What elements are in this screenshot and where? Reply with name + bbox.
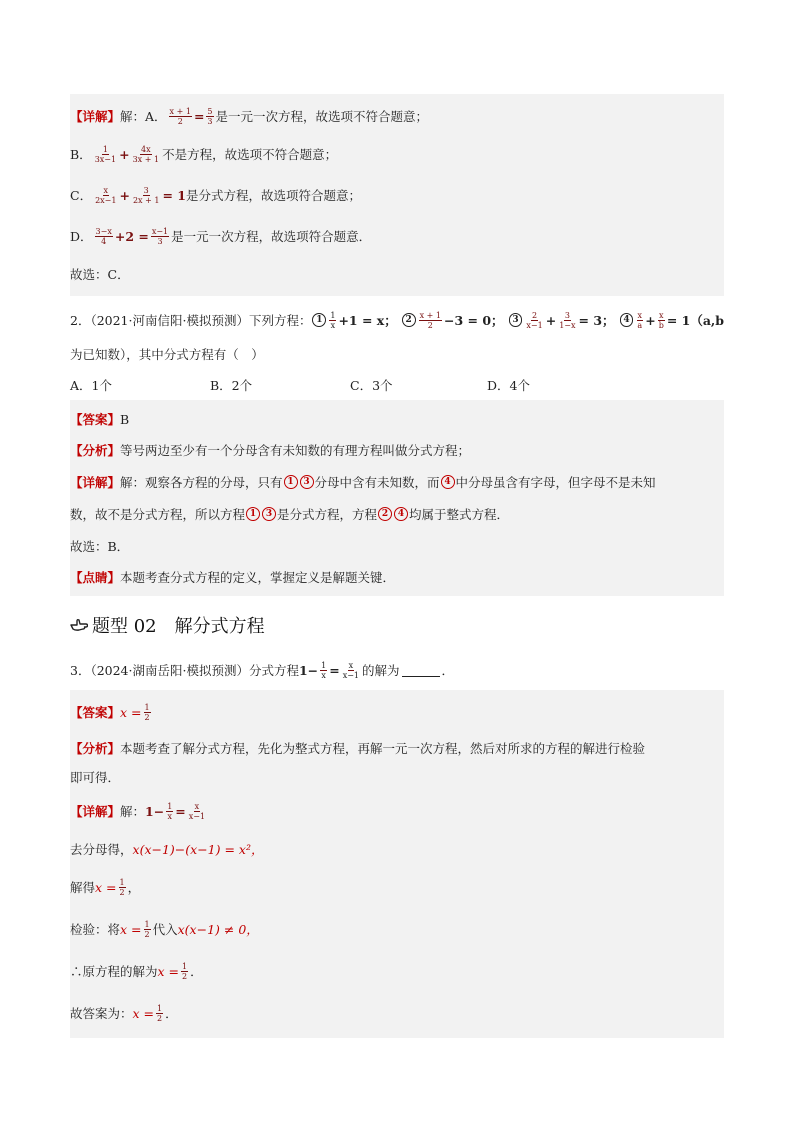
question-3-end: ． bbox=[441, 663, 455, 678]
detail-tag: 【详解】 bbox=[70, 804, 121, 819]
analysis-text: 本题考查了解分式方程，先化为整式方程，再解一元一次方程，然后对所求的方程的解进行检验 bbox=[120, 741, 646, 756]
fraction bbox=[144, 920, 151, 939]
step-expression: x = bbox=[95, 879, 117, 895]
detail-line-a bbox=[70, 98, 724, 134]
circled-number: 3 bbox=[300, 475, 314, 489]
fraction bbox=[419, 311, 442, 330]
step-expression: x(x−1) ≠ 0， bbox=[177, 922, 259, 937]
fraction bbox=[525, 311, 543, 330]
detail-text: 均属于整式方程． bbox=[409, 507, 510, 522]
denominator: a bbox=[637, 320, 643, 330]
plus-sign: + bbox=[119, 187, 130, 203]
question-2 bbox=[70, 296, 724, 400]
answer-line bbox=[70, 692, 724, 732]
option-a[interactable]: A．1个 bbox=[70, 378, 112, 393]
numerator: 1 bbox=[182, 961, 188, 971]
fraction bbox=[94, 186, 117, 205]
step-text: ， bbox=[127, 880, 141, 895]
numerator: 1 bbox=[144, 702, 150, 712]
point-text: 本题考查分式方程的定义，掌握定义是解题关键． bbox=[120, 570, 396, 585]
numerator: x + 1 bbox=[169, 106, 191, 116]
fraction bbox=[342, 661, 360, 680]
fraction bbox=[132, 145, 160, 164]
circled-number: 3 bbox=[509, 313, 523, 327]
denominator: 2 bbox=[157, 1013, 163, 1023]
analysis-tag: 【分析】 bbox=[70, 443, 121, 458]
detail-text: 分母中含有未知数，而 bbox=[314, 475, 440, 490]
step-expression: x(x−1)−(x−1) = x²， bbox=[132, 842, 264, 857]
solution-block-2 bbox=[70, 400, 724, 596]
fraction bbox=[151, 227, 169, 246]
circled-number: 4 bbox=[441, 475, 455, 489]
denominator: 3x−1 bbox=[94, 154, 117, 164]
step-2 bbox=[70, 866, 724, 908]
detail-text: 不是方程，故选项不符合题意； bbox=[162, 147, 338, 162]
fraction bbox=[132, 186, 160, 205]
denominator: x−1 bbox=[188, 811, 206, 821]
numerator: 4x bbox=[141, 144, 151, 154]
step-expression: x = bbox=[120, 921, 142, 937]
question-3-tail: 的解为 bbox=[362, 663, 400, 678]
fraction bbox=[636, 311, 643, 330]
fraction bbox=[320, 661, 327, 680]
fraction bbox=[144, 703, 151, 722]
equation-3-tail: = 3； bbox=[578, 313, 615, 328]
answer-value: B bbox=[120, 411, 130, 427]
answer-tag: 【答案】 bbox=[70, 705, 121, 720]
numerator: x−1 bbox=[151, 226, 169, 236]
numerator: 1 bbox=[330, 310, 336, 320]
section-heading bbox=[70, 596, 724, 650]
fraction bbox=[169, 107, 192, 126]
numerator: 3 bbox=[143, 185, 149, 195]
step-text: 代入 bbox=[152, 922, 178, 937]
detail-text: 是分式方程，故选项符合题意； bbox=[185, 188, 361, 203]
selection-line bbox=[70, 530, 724, 562]
equation-4-tail: = 1（a,b bbox=[666, 313, 725, 328]
equals-sign: = bbox=[329, 662, 340, 678]
pointing-hand-icon bbox=[70, 618, 88, 632]
denominator: 1−x bbox=[559, 320, 576, 330]
answer-lhs: x = bbox=[120, 704, 142, 720]
analysis-text: 即可得． bbox=[70, 770, 121, 785]
detail-text: 解：观察各方程的分母，只有 bbox=[120, 475, 283, 490]
expr-lhs: 1− bbox=[145, 803, 165, 819]
step-text: 检验：将 bbox=[70, 922, 121, 937]
denominator: 2 bbox=[119, 887, 125, 897]
option-a-label: 解：A． bbox=[120, 109, 167, 124]
step-text: 去分母得， bbox=[70, 842, 133, 857]
circled-number: 2 bbox=[378, 507, 392, 521]
denominator: 2 bbox=[144, 929, 150, 939]
detail-line-1 bbox=[70, 466, 724, 498]
question-2-options bbox=[70, 370, 724, 400]
circled-number: 3 bbox=[262, 507, 276, 521]
detail-text: 是一元一次方程，故选项不符合题意； bbox=[215, 109, 429, 124]
denominator: 2 bbox=[182, 971, 188, 981]
detail-line-2 bbox=[70, 498, 724, 530]
numerator: x bbox=[348, 660, 354, 670]
detail-tag: 【详解】 bbox=[70, 109, 121, 124]
denominator: 2 bbox=[144, 712, 150, 722]
plus-sign: + bbox=[545, 312, 557, 328]
numerator: 3−x bbox=[95, 226, 112, 236]
numerator: x bbox=[637, 310, 643, 320]
denominator: 4 bbox=[101, 236, 107, 246]
point-tag: 【点睛】 bbox=[70, 570, 121, 585]
step-5 bbox=[70, 992, 724, 1034]
denominator: 2x + 1 bbox=[132, 195, 160, 205]
solution-block-3 bbox=[70, 690, 724, 1038]
step-expression: x = bbox=[132, 1005, 155, 1021]
option-d[interactable]: D．4个 bbox=[487, 378, 530, 393]
fraction bbox=[166, 802, 173, 821]
plus-two-equals: +2 = bbox=[114, 228, 149, 244]
numerator: 1 bbox=[102, 144, 108, 154]
fraction bbox=[94, 145, 117, 164]
numerator: x bbox=[658, 310, 664, 320]
option-b-label: B． bbox=[70, 147, 92, 162]
fraction bbox=[658, 311, 665, 330]
detail-line-c bbox=[70, 174, 724, 216]
denominator: 2 bbox=[427, 320, 433, 330]
answer-tag: 【答案】 bbox=[70, 412, 121, 427]
step-text: 故答案为： bbox=[70, 1006, 133, 1021]
numerator: 2 bbox=[532, 310, 538, 320]
question-2-line-1 bbox=[70, 302, 724, 338]
fraction bbox=[558, 311, 576, 330]
question-2-stem: 2．（2021·河南信阳·模拟预测）下列方程： bbox=[70, 313, 312, 328]
denominator: x bbox=[167, 811, 172, 821]
denominator: 3 bbox=[207, 116, 213, 126]
equals-sign: = bbox=[175, 803, 186, 819]
selection-line bbox=[70, 256, 724, 292]
denominator: x−1 bbox=[342, 670, 360, 680]
selection-text: 故选：B． bbox=[70, 539, 130, 554]
numerator: x bbox=[103, 185, 109, 195]
analysis-tag: 【分析】 bbox=[70, 741, 121, 756]
fraction bbox=[206, 107, 213, 126]
fraction bbox=[329, 311, 336, 330]
expr-lhs: 1− bbox=[298, 662, 319, 678]
detail-text: 中分母虽含有字母，但字母不是未知 bbox=[455, 475, 656, 490]
detail-text: 是分式方程，方程 bbox=[277, 507, 378, 522]
circled-number: 4 bbox=[394, 507, 408, 521]
denominator: b bbox=[658, 320, 664, 330]
option-c[interactable]: C．3个 bbox=[350, 378, 393, 393]
equals-one: = 1 bbox=[162, 187, 186, 203]
denominator: x−1 bbox=[526, 320, 543, 330]
numerator: 1 bbox=[321, 660, 327, 670]
option-c-label: C． bbox=[70, 188, 93, 203]
step-4 bbox=[70, 950, 724, 992]
document-page bbox=[70, 94, 724, 1038]
detail-text: 数，故不是分式方程，所以方程 bbox=[70, 507, 246, 522]
answer-blank[interactable] bbox=[402, 664, 440, 677]
option-d-label: D． bbox=[70, 229, 93, 244]
fraction bbox=[95, 227, 113, 246]
section-title: 题型 02 解分式方程 bbox=[92, 616, 265, 637]
detail-tag: 【详解】 bbox=[70, 475, 121, 490]
step-expression: x = bbox=[157, 963, 180, 979]
answer-line bbox=[70, 404, 724, 434]
plus-sign: + bbox=[645, 312, 656, 328]
step-text: 解得 bbox=[70, 880, 96, 895]
question-2-line-2 bbox=[70, 338, 724, 370]
question-2-stem-cont: 为已知数），其中分式方程有（ ） bbox=[70, 347, 264, 362]
denominator: 3 bbox=[157, 236, 163, 246]
numerator: 1 bbox=[144, 919, 150, 929]
step-text: ． bbox=[190, 964, 203, 979]
detail-text: 解： bbox=[120, 804, 146, 819]
analysis-text: 等号两边至少有一个分母含有未知数的有理方程叫做分式方程； bbox=[120, 443, 471, 458]
numerator: 1 bbox=[157, 1003, 163, 1013]
option-b[interactable]: B．2个 bbox=[210, 378, 253, 393]
detail-line-b bbox=[70, 134, 724, 174]
detail-text: 是一元一次方程，故选项符合题意． bbox=[171, 229, 372, 244]
circled-number: 1 bbox=[246, 507, 260, 521]
point-line bbox=[70, 562, 724, 592]
numerator: 5 bbox=[207, 106, 213, 116]
denominator: x bbox=[330, 320, 336, 330]
fraction bbox=[156, 1004, 163, 1023]
step-text: ． bbox=[165, 1006, 178, 1021]
step-1 bbox=[70, 832, 724, 866]
numerator: 3 bbox=[564, 310, 570, 320]
detail-line-1 bbox=[70, 790, 724, 832]
denominator: 2x−1 bbox=[95, 195, 117, 205]
plus-sign: + bbox=[119, 146, 130, 162]
fraction bbox=[119, 878, 126, 897]
equation-1-tail: +1 = x； bbox=[338, 313, 397, 328]
solution-block-1 bbox=[70, 94, 724, 296]
detail-line-d bbox=[70, 216, 724, 256]
numerator: 1 bbox=[119, 877, 125, 887]
analysis-line-2 bbox=[70, 764, 724, 790]
numerator: 1 bbox=[167, 801, 173, 811]
analysis-line bbox=[70, 434, 724, 466]
denominator: x bbox=[321, 670, 326, 680]
denominator: 2 bbox=[177, 116, 183, 126]
step-text: ∴原方程的解为 bbox=[70, 964, 158, 979]
fraction bbox=[188, 802, 206, 821]
question-3 bbox=[70, 650, 724, 690]
analysis-line bbox=[70, 732, 724, 764]
equation-2-tail: −3 = 0； bbox=[444, 313, 504, 328]
fraction bbox=[181, 962, 188, 981]
selection-text: 故选：C． bbox=[70, 267, 130, 282]
circled-number: 1 bbox=[284, 475, 298, 489]
circled-number: 4 bbox=[620, 313, 634, 327]
step-3 bbox=[70, 908, 724, 950]
numerator: x bbox=[194, 801, 200, 811]
equals-sign: = bbox=[193, 108, 205, 124]
circled-number: 2 bbox=[402, 313, 416, 327]
question-3-stem: 3．（2024·湖南岳阳·模拟预测）分式方程 bbox=[70, 663, 299, 678]
circled-number: 1 bbox=[312, 313, 326, 327]
denominator: 3x + 1 bbox=[132, 154, 160, 164]
numerator: x + 1 bbox=[419, 310, 442, 320]
